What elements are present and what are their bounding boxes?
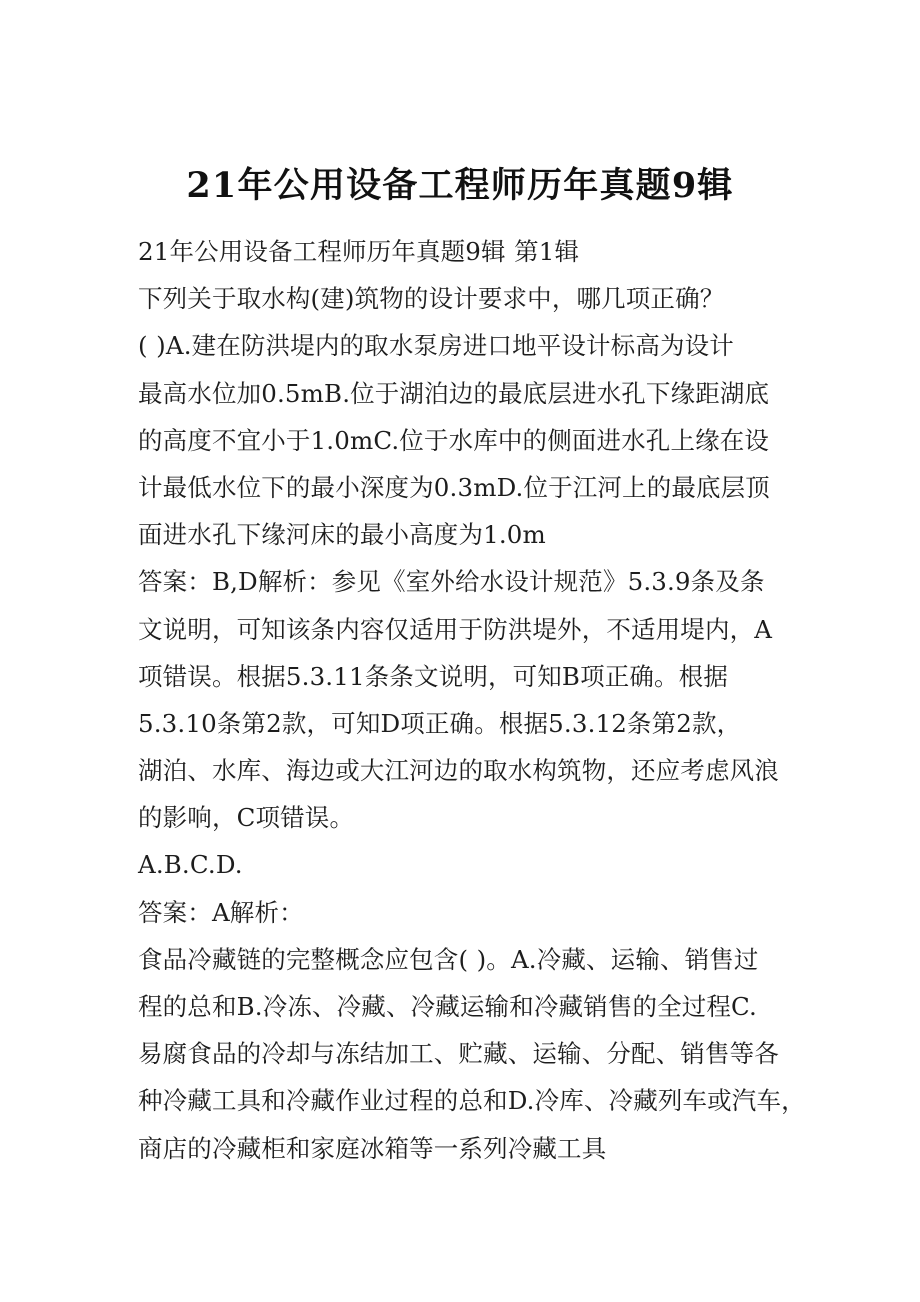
text-line: ( )A.建在防洪堤内的取水泵房进口地平设计标高为设计 (138, 331, 734, 361)
text-line: 易腐食品的冷却与冻结加工、贮藏、运输、分配、销售等各 (138, 1039, 779, 1069)
text-line: 项错误。根据5.3.11条条文说明，可知B项正确。根据 (138, 661, 728, 691)
text-line: 文说明，可知该条内容仅适用于防洪堤外，不适用堤内，A (138, 614, 773, 644)
text-line: 种冷藏工具和冷藏作业过程的总和D.冷库、冷藏列车或汽车， (138, 1086, 806, 1116)
text-line: 5.3.10条第2款，可知D项正确。根据5.3.12条第2款， (138, 708, 742, 738)
document-body (138, 228, 806, 1172)
text-line: A.B.C.D. (138, 850, 243, 880)
text-line: 最高水位加0.5mB.位于湖泊边的最底层进水孔下缘距湖底 (138, 378, 770, 408)
text-line: 湖泊、水库、海边或大江河边的取水构筑物，还应考虑风浪 (138, 756, 779, 786)
text-line: 的影响，C项错误。 (138, 803, 355, 833)
page-title: 21年公用设备工程师历年真题9辑 (186, 165, 734, 207)
text-line: 下列关于取水构(建)筑物的设计要求中，哪几项正确？ (138, 284, 725, 314)
text-line: 答案：B,D解析：参见《室外给水设计规范》5.3.9条及条 (138, 567, 765, 597)
text-line: 答案：A解析： (138, 897, 304, 927)
text-line: 程的总和B.冷冻、冷藏、冷藏运输和冷藏销售的全过程C. (138, 992, 757, 1021)
text-line: 商店的冷藏柜和家庭冰箱等一系列冷藏工具 (138, 1133, 607, 1163)
text-line: 21年公用设备工程师历年真题9辑 第1辑 (138, 237, 580, 266)
text-line: 面进水孔下缘河床的最小高度为1.0m (138, 520, 546, 550)
text-line: 的高度不宜小于1.0mC.位于水库中的侧面进水孔上缘在设 (138, 425, 770, 455)
text-line: 计最低水位下的最小深度为0.3mD.位于江河上的最底层顶 (138, 472, 770, 502)
text-line: 食品冷藏链的完整概念应包含( )。A.冷藏、运输、销售过 (138, 944, 759, 974)
